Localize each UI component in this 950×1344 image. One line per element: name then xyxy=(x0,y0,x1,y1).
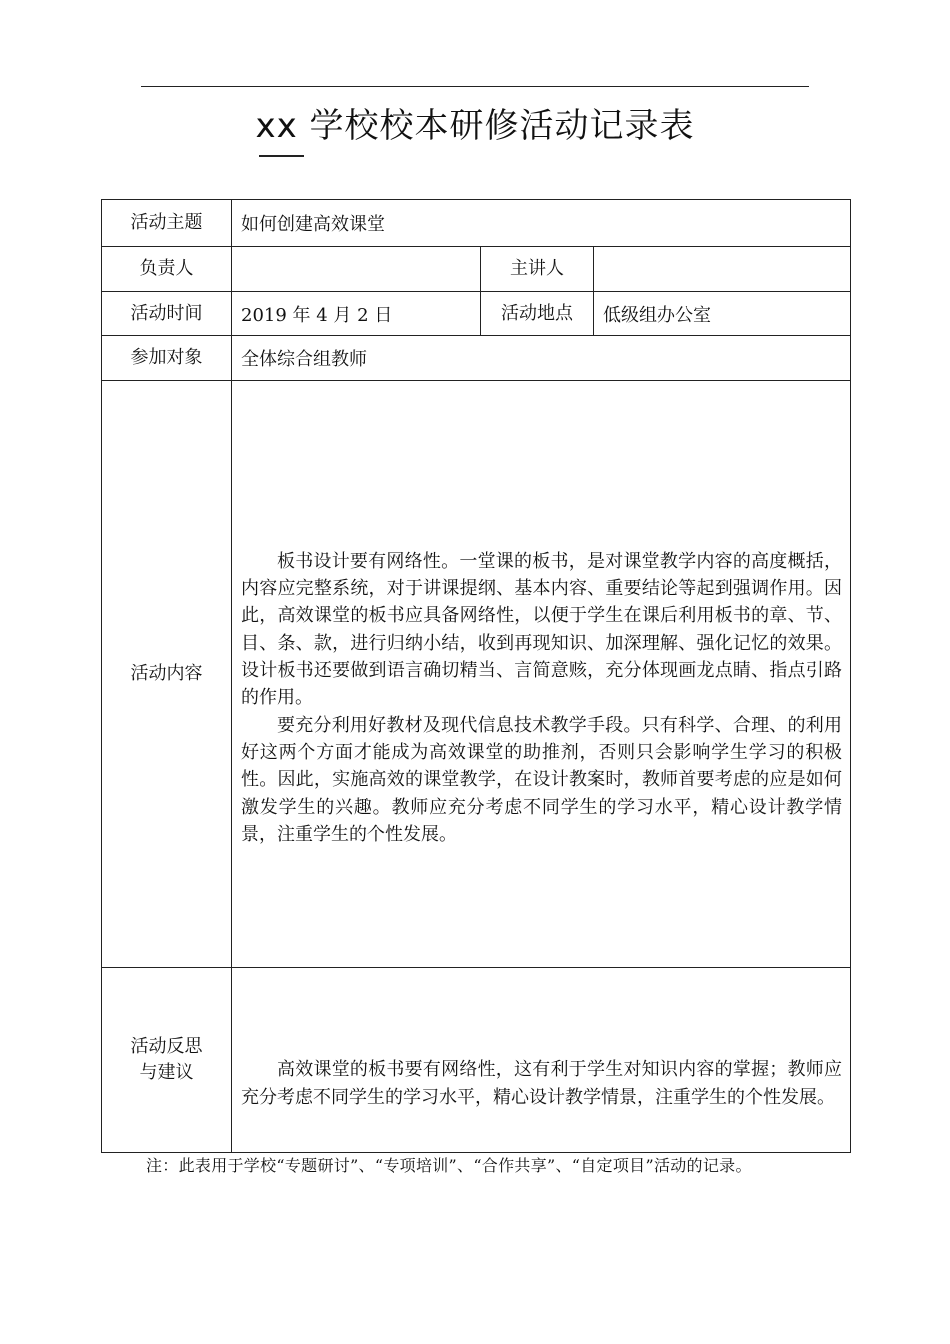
time-label: 活动时间 xyxy=(102,292,232,336)
content-label: 活动内容 xyxy=(102,381,232,968)
owner-value[interactable] xyxy=(232,247,481,292)
topic-row xyxy=(102,200,851,247)
participants-label: 参加对象 xyxy=(102,336,232,381)
owner-row xyxy=(102,247,851,292)
time-row xyxy=(102,292,851,336)
reflection-paragraph: 高效课堂的板书要有网络性，这有利于学生对知识内容的掌握；教师应充分考虑不同学生的学习水平，精心设计教学情景，注重学生的个性发展。 xyxy=(241,1059,843,1108)
reflection-body[interactable] xyxy=(232,968,851,1153)
participants-value[interactable]: 全体综合组教师 xyxy=(232,336,851,381)
speaker-value[interactable] xyxy=(594,247,851,292)
footnote: 注：此表用于学校“专题研讨”、“专项培训”、“合作共享”、“自定项目”活动的记录。 xyxy=(146,1156,752,1175)
header-rule xyxy=(141,86,809,87)
page-title: xx 学校校本研修活动记录表 xyxy=(255,106,695,146)
speaker-label: 主讲人 xyxy=(481,247,594,292)
reflection-label-line1: 活动反思 xyxy=(130,1036,203,1057)
reflection-row xyxy=(102,968,851,1153)
reflection-label-line2: 与建议 xyxy=(139,1062,194,1083)
record-table xyxy=(101,199,851,1153)
content-row xyxy=(102,381,851,968)
reflection-label xyxy=(102,968,232,1153)
owner-label: 负责人 xyxy=(102,247,232,292)
participants-row xyxy=(102,336,851,381)
place-value[interactable]: 低级组办公室 xyxy=(594,292,851,336)
title-underline xyxy=(259,155,304,157)
content-body[interactable] xyxy=(232,381,851,968)
time-value[interactable]: 2019 年 4 月 2 日 xyxy=(232,292,481,336)
topic-value[interactable]: 如何创建高效课堂 xyxy=(232,200,851,247)
content-paragraph-2: 要充分利用好教材及现代信息技术教学手段。只有科学、合理、的利用好这两个方面才能成为高效课堂的助推剂，否则只会影响学生学习的积极性。因此，实施高效的课堂教学，在设计教案时，教师首要考虑的应是如何激发学生的兴趣。教师应充分考虑不同学生的学习水平，精心设计教学情景，注重学生的个性发展。 xyxy=(241,714,843,845)
place-label: 活动地点 xyxy=(481,292,594,336)
content-paragraph-1: 板书设计要有网络性。一堂课的板书，是对课堂教学内容的高度概括，内容应完整系统，对于讲课提纲、基本内容、重要结论等起到强调作用。因此，高效课堂的板书应具备网络性，以便于学生在课后利用板书的章、节、目、条、款，进行归纳小结，收到再现知识、加深理解、强化记忆的效果。设计板书还要做到语言确切精当、言简意赅，充分体现画龙点睛、指点引路的作用。 xyxy=(241,550,843,709)
topic-label: 活动主题 xyxy=(102,200,232,247)
